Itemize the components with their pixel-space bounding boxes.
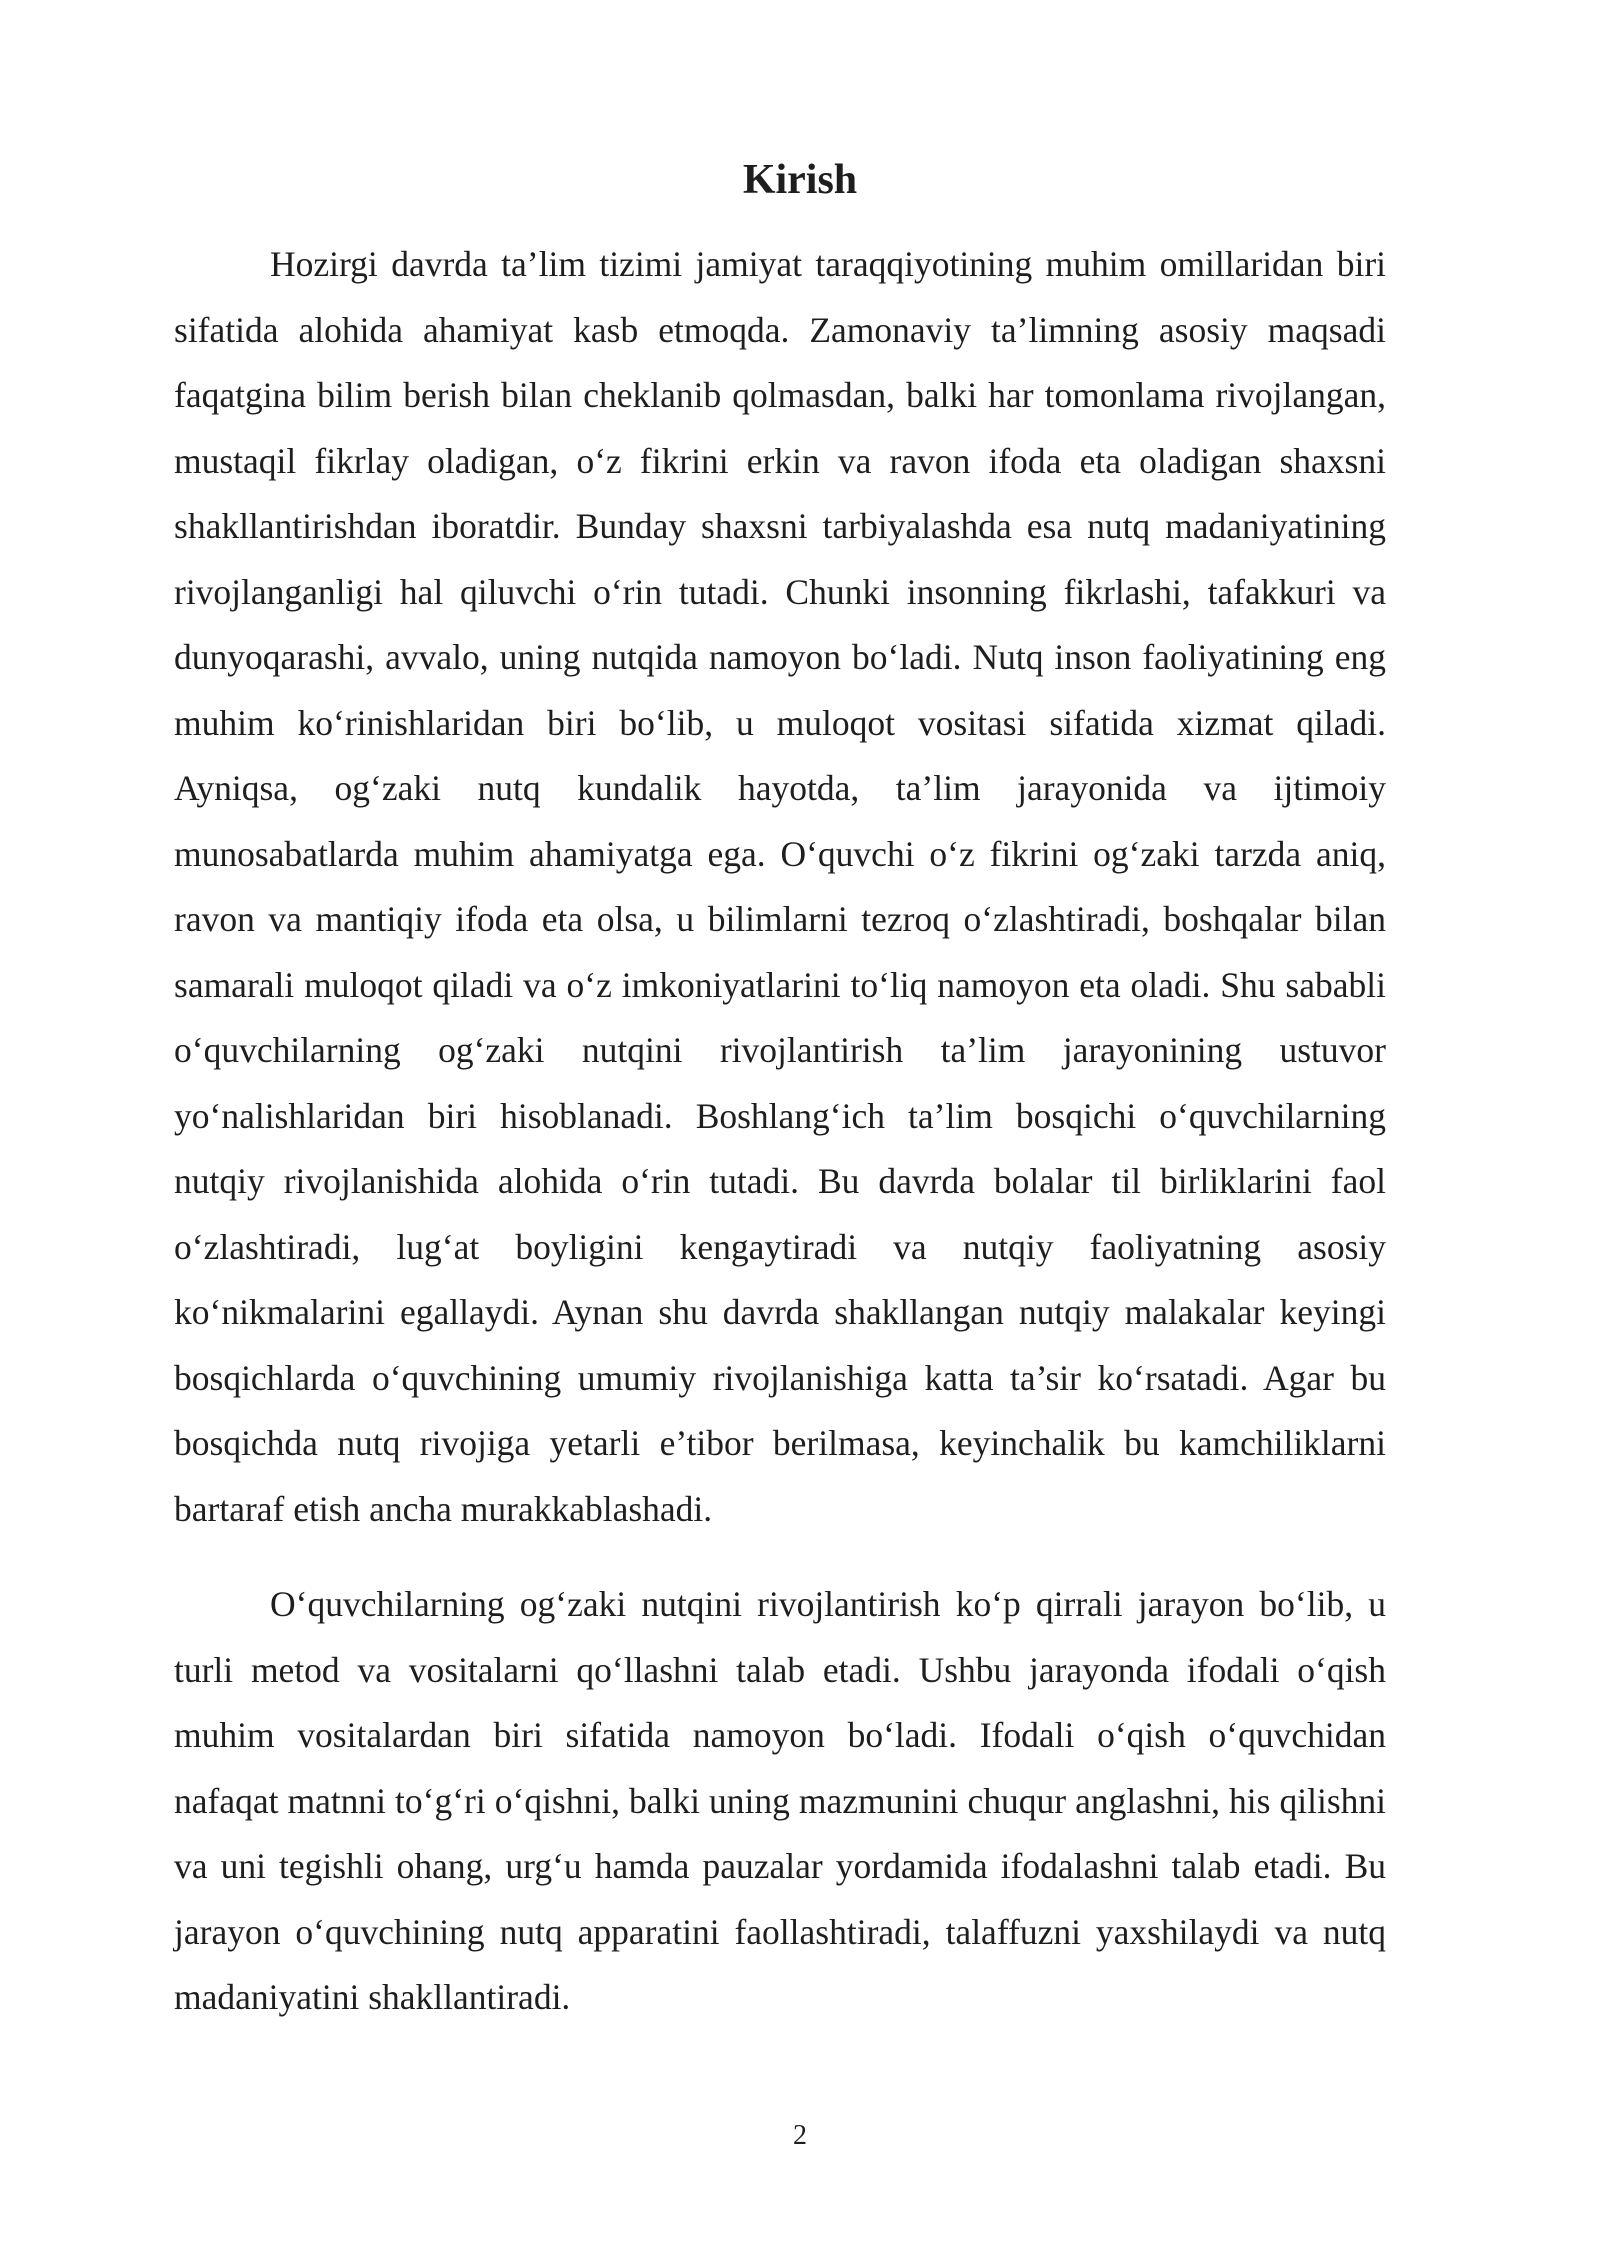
page-title: Kirish (742, 157, 858, 203)
document-body (174, 232, 1386, 2031)
paragraph-2: O‘quvchilarning og‘zaki nutqini rivojlantirish ko‘p qirrali jarayon bo‘lib, u turli metod va vositalarni qo‘llashni talab etadi. Ushbu jarayonda ifodali o‘qish muhim vositalardan biri sifatida namoyon bo‘ladi. Ifodali o‘qish o‘quvchidan nafaqat matnni to‘g‘ri o‘qishni, balki uning mazmunini chuqur anglashni, his qilishni va uni tegishli ohang, urg‘u hamda pauzalar yordamida ifodalashni talab etadi. Bu jarayon o‘quvchining nutq apparatini faollashtiradi, talaffuzni yaxshilaydi va nutq madaniyatini shakllantiradi. (174, 1584, 1386, 2017)
page-number: 2 (793, 2120, 807, 2151)
paragraph-1: Hozirgi davrda ta’lim tizimi jamiyat taraqqiyotining muhim omillaridan biri sifatida alohida ahamiyat kasb etmoqda. Zamonaviy ta’limning asosiy maqsadi faqatgina bilim berish bilan cheklanib qolmasdan, balki har tomonlama rivojlangan, mustaqil fikrlay oladigan, o‘z fikrini erkin va ravon ifoda eta oladigan shaxsni shakllantirishdan iboratdir. Bunday shaxsni tarbiyalashda esa nutq madaniyatining rivojlanganligi hal qiluvchi o‘rin tutadi. Chunki insonning fikrlashi, tafakkuri va dunyoqarashi, avvalo, uning nutqida namoyon bo‘ladi. Nutq inson faoliyatining eng muhim ko‘rinishlaridan biri bo‘lib, u muloqot vositasi sifatida xizmat qiladi. Ayniqsa, og‘zaki nutq kundalik hayotda, ta’lim jarayonida va ijtimoiy munosabatlarda muhim ahamiyatga ega. O‘quvchi o‘z fikrini og‘zaki tarzda aniq, ravon va mantiqiy ifoda eta olsa, u bilimlarni tezroq o‘zlashtiradi, boshqalar bilan samarali muloqot qiladi va o‘z imkoniyatlarini to‘liq namoyon eta oladi. Shu sababli o‘quvchilarning og‘zaki nutqini rivojlantirish ta’lim jarayonining ustuvor yo‘nalishlaridan biri hisoblanadi. Boshlang‘ich ta’lim bosqichi o‘quvchilarning nutqiy rivojlanishida alohida o‘rin tutadi. Bu davrda bolalar til birliklarini faol o‘zlashtiradi, lug‘at boyligini kengaytiradi va nutqiy faoliyatning asosiy ko‘nikmalarini egallaydi. Aynan shu davrda shakllangan nutqiy malakalar keyingi bosqichlarda o‘quvchining umumiy rivojlanishiga katta ta’sir ko‘rsatadi. Agar bu bosqichda nutq rivojiga yetarli e’tibor berilmasa, keyinchalik bu kamchiliklarni bartaraf etish ancha murakkablashadi. (174, 244, 1386, 1529)
